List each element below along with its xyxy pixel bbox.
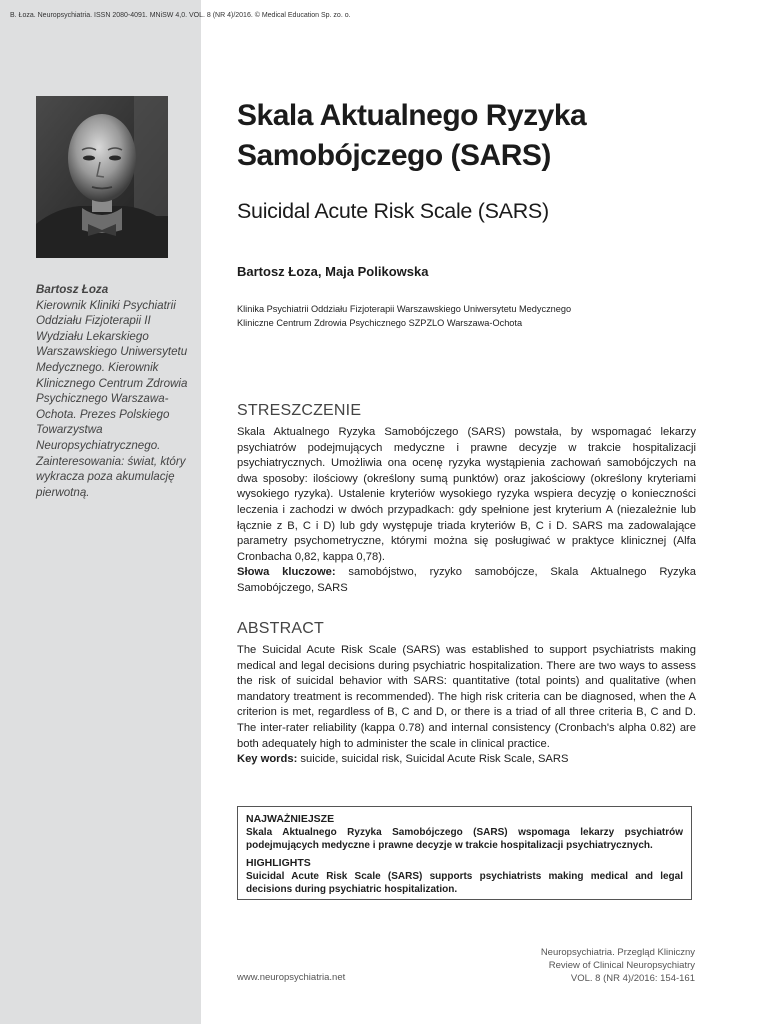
article-affiliation	[237, 302, 707, 330]
journal-footer	[470, 946, 695, 985]
streszczenie-heading: STRESZCZENIE	[237, 402, 362, 419]
streszczenie-body	[237, 425, 696, 597]
abstract-text: The Suicidal Acute Risk Scale (SARS) was established to support psychiatrists making medical and legal decisions during psychiatric hospitalization. There are two ways to assess the risk of suicidal behavior with SARS: quantitative (total points) and qualitative (when mandatory treatment is recommended). The high risk criteria can be diagnosed, when the A criterion is met, regardless of B, C and D, or there is a triad of all three criteria B, C and D. The inter-rater reliability (kappa 0.78) and internal consistency (Cronbach's alpha 0.82) are both adequately high to administer the scale in clinical practice.	[237, 644, 696, 750]
journal-url-link[interactable]: www.neuropsychiatria.net	[237, 972, 346, 983]
journal-footer-line-2: Review of Clinical Neuropsychiatry	[548, 960, 695, 971]
highlights-box	[237, 806, 692, 900]
highlights-en-heading: HIGHLIGHTS	[246, 857, 311, 869]
article-title: Skala Aktualnego Ryzyka Samobójczego (SARS)	[237, 99, 587, 172]
abstract-keywords: suicide, suicidal risk, Suicidal Acute Risk Scale, SARS	[297, 753, 569, 766]
highlights-pl-text: Skala Aktualnego Ryzyka Samobójczego (SARS) wspomaga lekarzy psychiatrów podejmujących medyczne i prawne decyzje w trakcie hospitalizacji psychiatrycznych.	[246, 827, 683, 851]
affiliation-line-1: Klinika Psychiatrii Oddziału Fizjoterapii Warszawskiego Uniwersytetu Medycznego	[237, 304, 572, 314]
abstract-keywords-label: Key words:	[237, 753, 298, 766]
streszczenie-keywords-label: Słowa kluczowe:	[237, 566, 336, 579]
abstract-body	[237, 643, 696, 768]
highlights-en-text: Suicidal Acute Risk Scale (SARS) supports psychiatrists making medical and legal decisions during psychiatric hospitalization.	[246, 871, 683, 895]
author-bio-name: Bartosz Łoza	[36, 283, 109, 296]
running-head: B. Łoza. Neuropsychiatria. ISSN 2080-4091. MNiSW 4,0. VOL. 8 (NR 4)/2016. © Medical Education Sp. zo. o.	[10, 12, 351, 19]
highlights-pl-heading: NAJWAŻNIEJSZE	[246, 813, 335, 825]
article-subtitle: Suicidal Acute Risk Scale (SARS)	[237, 199, 549, 223]
abstract-heading: ABSTRACT	[237, 620, 324, 637]
streszczenie-keywords: samobójstwo, ryzyko samobójcze, Skala Aktualnego Ryzyka Samobójczego, SARS	[237, 566, 696, 594]
author-bio-text: Kierownik Kliniki Psychiatrii Oddziału Fizjoterapii II Wydziału Lekarskiego Warszawskiego Uniwersytetu Medycznego. Kierownik Klinicznego Centrum Zdrowia Psychicznego Warszawa-Ochota. Prezes Polskiego Towarzystwa Neuropsychiatrycznego. Zainteresowania: świat, który wykracza poza akumulację pierwotną.	[36, 298, 188, 499]
author-photo	[36, 96, 168, 258]
journal-footer-line-3: VOL. 8 (NR 4)/2016: 154-161	[570, 973, 695, 984]
journal-footer-line-1: Neuropsychiatria. Przegląd Kliniczny	[540, 947, 695, 958]
author-portrait-image	[36, 96, 168, 258]
affiliation-line-2: Kliniczne Centrum Zdrowia Psychicznego SZPZLO Warszawa-Ochota	[237, 318, 523, 328]
streszczenie-text: Skala Aktualnego Ryzyka Samobójczego (SARS) powstała, by wspomagać lekarzy psychiatrów podejmujących medyczne i prawne decyzje w trakcie hospitalizacji psychiatrycznych. Umożliwia ona ocenę ryzyka wystąpienia zachowań samobójczych na dwa sposoby: ilościowy (określony sumą punktów) oraz jakościowy (określony kryteriami wysokiego ryzyka). Ustalenie kryteriów wysokiego ryzyka wspiera decyzję o konieczności leczenia i zachodzi w dwóch przypadkach: gdy spełnione jest kryterium A (niezależnie lub łącznie z B, C i D) lub gdy występuje triada kryteriów B, C i D. SARS ma zadowalające parametry psychometryczne, którymi można się posługiwać w praktyce klinicznej (Alfa Cronbacha 0,82, kappa 0,78).	[237, 426, 696, 563]
article-authors: Bartosz Łoza, Maja Polikowska	[237, 264, 429, 279]
author-bio	[36, 282, 196, 500]
